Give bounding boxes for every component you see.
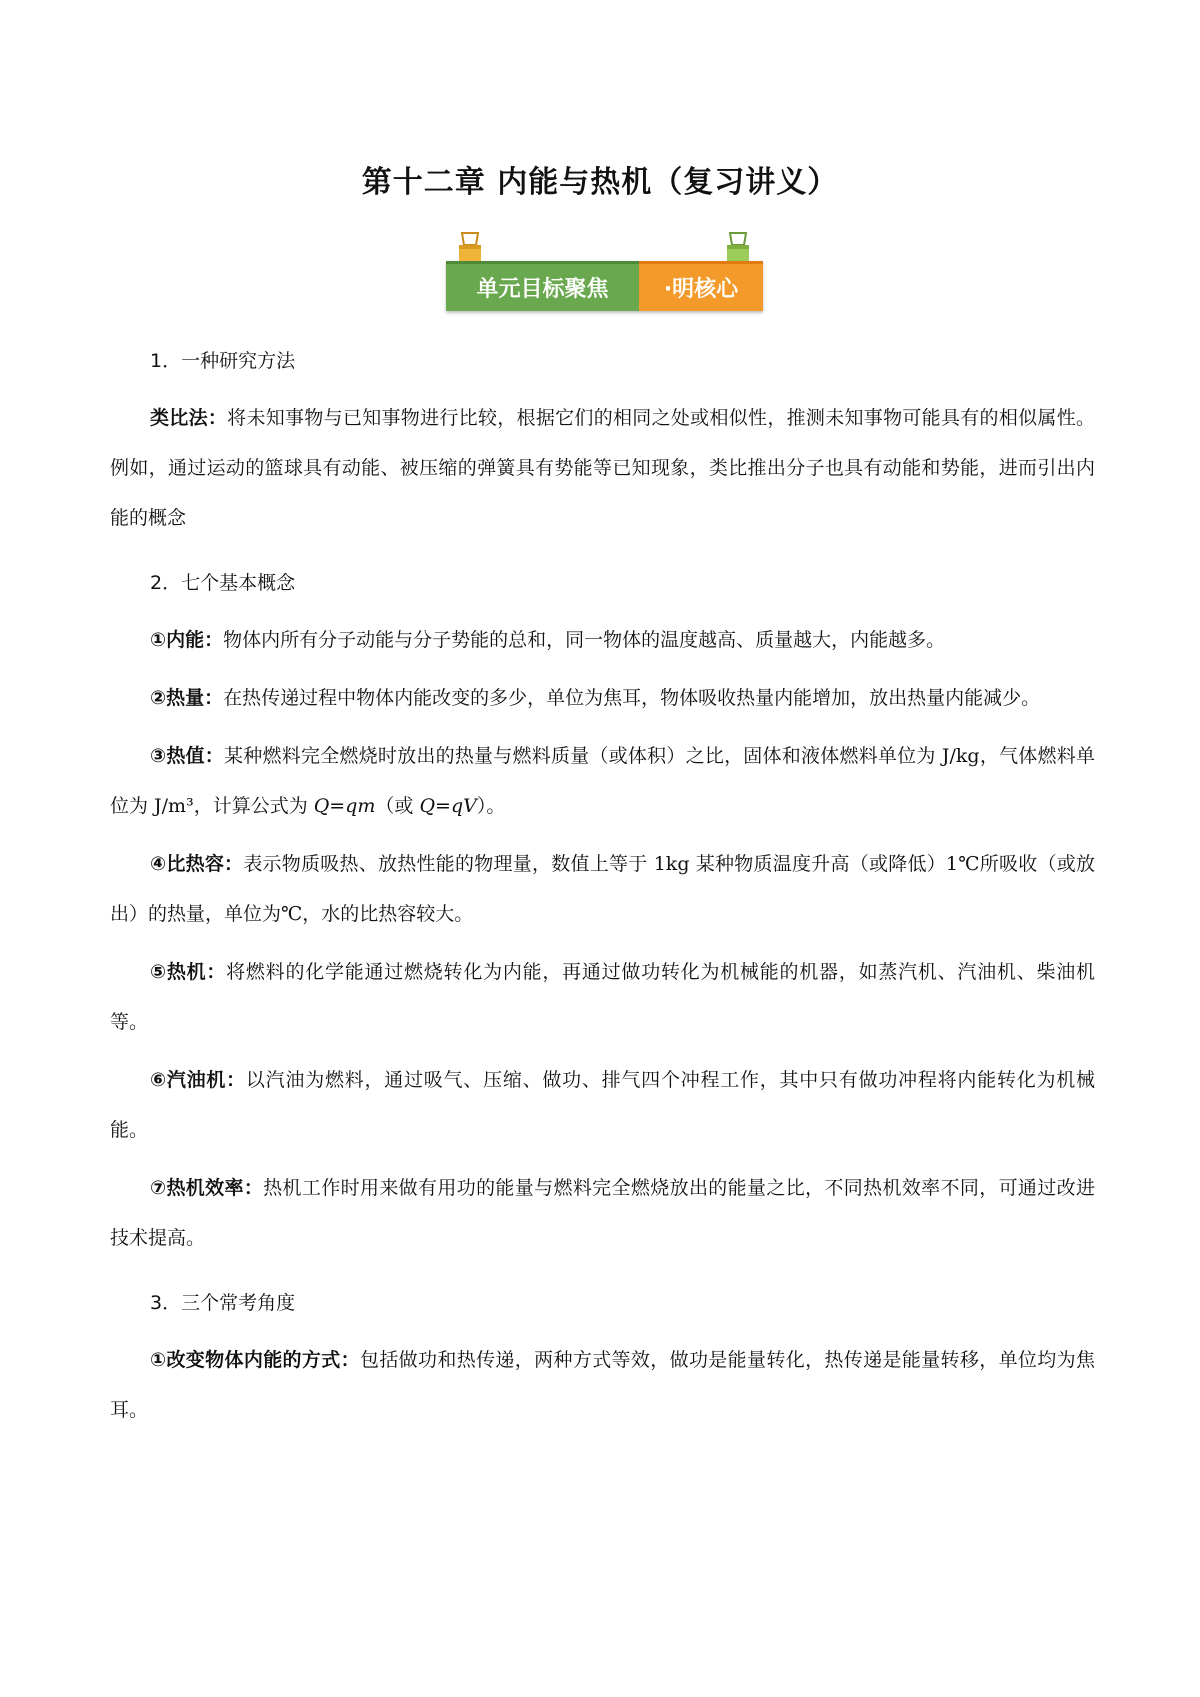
- section-heading: 3．三个常考角度: [150, 1292, 296, 1314]
- page-title: 第十二章 内能与热机（复习讲义）: [361, 165, 839, 200]
- formula: Q=qV: [419, 795, 477, 817]
- formula: Q=qm: [313, 795, 376, 817]
- term-text: 热机工作时用来做有用功的能量与燃料完全燃烧放出的能量之比，不同热机效率不同，可通过改进技术提高。: [110, 1177, 1095, 1249]
- term-label: 类比法：: [150, 407, 228, 429]
- concept-paragraph: [110, 731, 1095, 831]
- term-text: 某种燃料完全燃烧时放出的热量与燃料质量（或体积）之比，固体和液体燃料单位为 J/kg，气体燃料单位为 J/m³，计算公式为: [110, 745, 1095, 817]
- term-text: 表示物质吸热、放热性能的物理量，数值上等于 1kg 某种物质温度升高（或降低）1℃所吸收（或放出）的热量，单位为℃，水的比热容较大。: [110, 853, 1095, 925]
- term-label: ④比热容：: [150, 853, 244, 875]
- term-text: 将燃料的化学能通过燃烧转化为内能，再通过做功转化为机械能的机器，如蒸汽机、汽油机、柴油机等。: [110, 961, 1095, 1033]
- concept-paragraph: [110, 673, 1095, 723]
- term-text: 将未知事物与已知事物进行比较，根据它们的相同之处或相似性，推测未知事物可能具有的相似属性。例如，通过运动的篮球具有动能、被压缩的弹簧具有势能等已知现象，类比推出分子也具有动能和势能，进而引出内能的概念: [110, 407, 1095, 529]
- concept-paragraph: [110, 947, 1095, 1047]
- term-label: ①改变物体内能的方式：: [150, 1349, 360, 1371]
- term-label: ③热值：: [150, 745, 225, 767]
- term-text: ）。: [476, 795, 506, 817]
- term-text: （或: [375, 795, 420, 817]
- concept-paragraph: [110, 615, 1095, 665]
- banner-bar: [446, 261, 763, 311]
- term-text: 在热传递过程中物体内能改变的多少，单位为焦耳，物体吸收热量内能增加，放出热量内能减少。: [223, 687, 1041, 709]
- concept-paragraph: [110, 1163, 1095, 1263]
- term-label: ⑦热机效率：: [150, 1177, 264, 1199]
- term-text: 以汽油为燃料，通过吸气、压缩、做功、排气四个冲程工作，其中只有做功冲程将内能转化为机械能。: [110, 1069, 1095, 1141]
- term-text: 包括做功和热传递，两种方式等效，做功是能量转化，热传递是能量转移，单位均为焦耳。: [110, 1349, 1095, 1421]
- paragraph-analogy: [110, 393, 1095, 543]
- term-label: ②热量：: [150, 687, 224, 709]
- term-label: ①内能：: [150, 629, 224, 651]
- term-text: 物体内所有分子动能与分子势能的总和，同一物体的温度越高、质量越大，内能越多。: [223, 629, 946, 651]
- banner-left-label: 单元目标聚焦: [446, 261, 639, 311]
- concept-paragraph: [110, 839, 1095, 939]
- term-label: ⑥汽油机：: [150, 1069, 246, 1091]
- concept-paragraph: [110, 1335, 1095, 1435]
- banner-right-label: ·明核心: [639, 261, 763, 311]
- section-heading: 2．七个基本概念: [150, 572, 296, 594]
- concept-paragraph: [110, 1055, 1095, 1155]
- section-heading: 1．一种研究方法: [150, 350, 296, 372]
- section-banner: [446, 231, 763, 313]
- document-body: [110, 345, 1095, 1435]
- term-label: ⑤热机：: [150, 961, 227, 983]
